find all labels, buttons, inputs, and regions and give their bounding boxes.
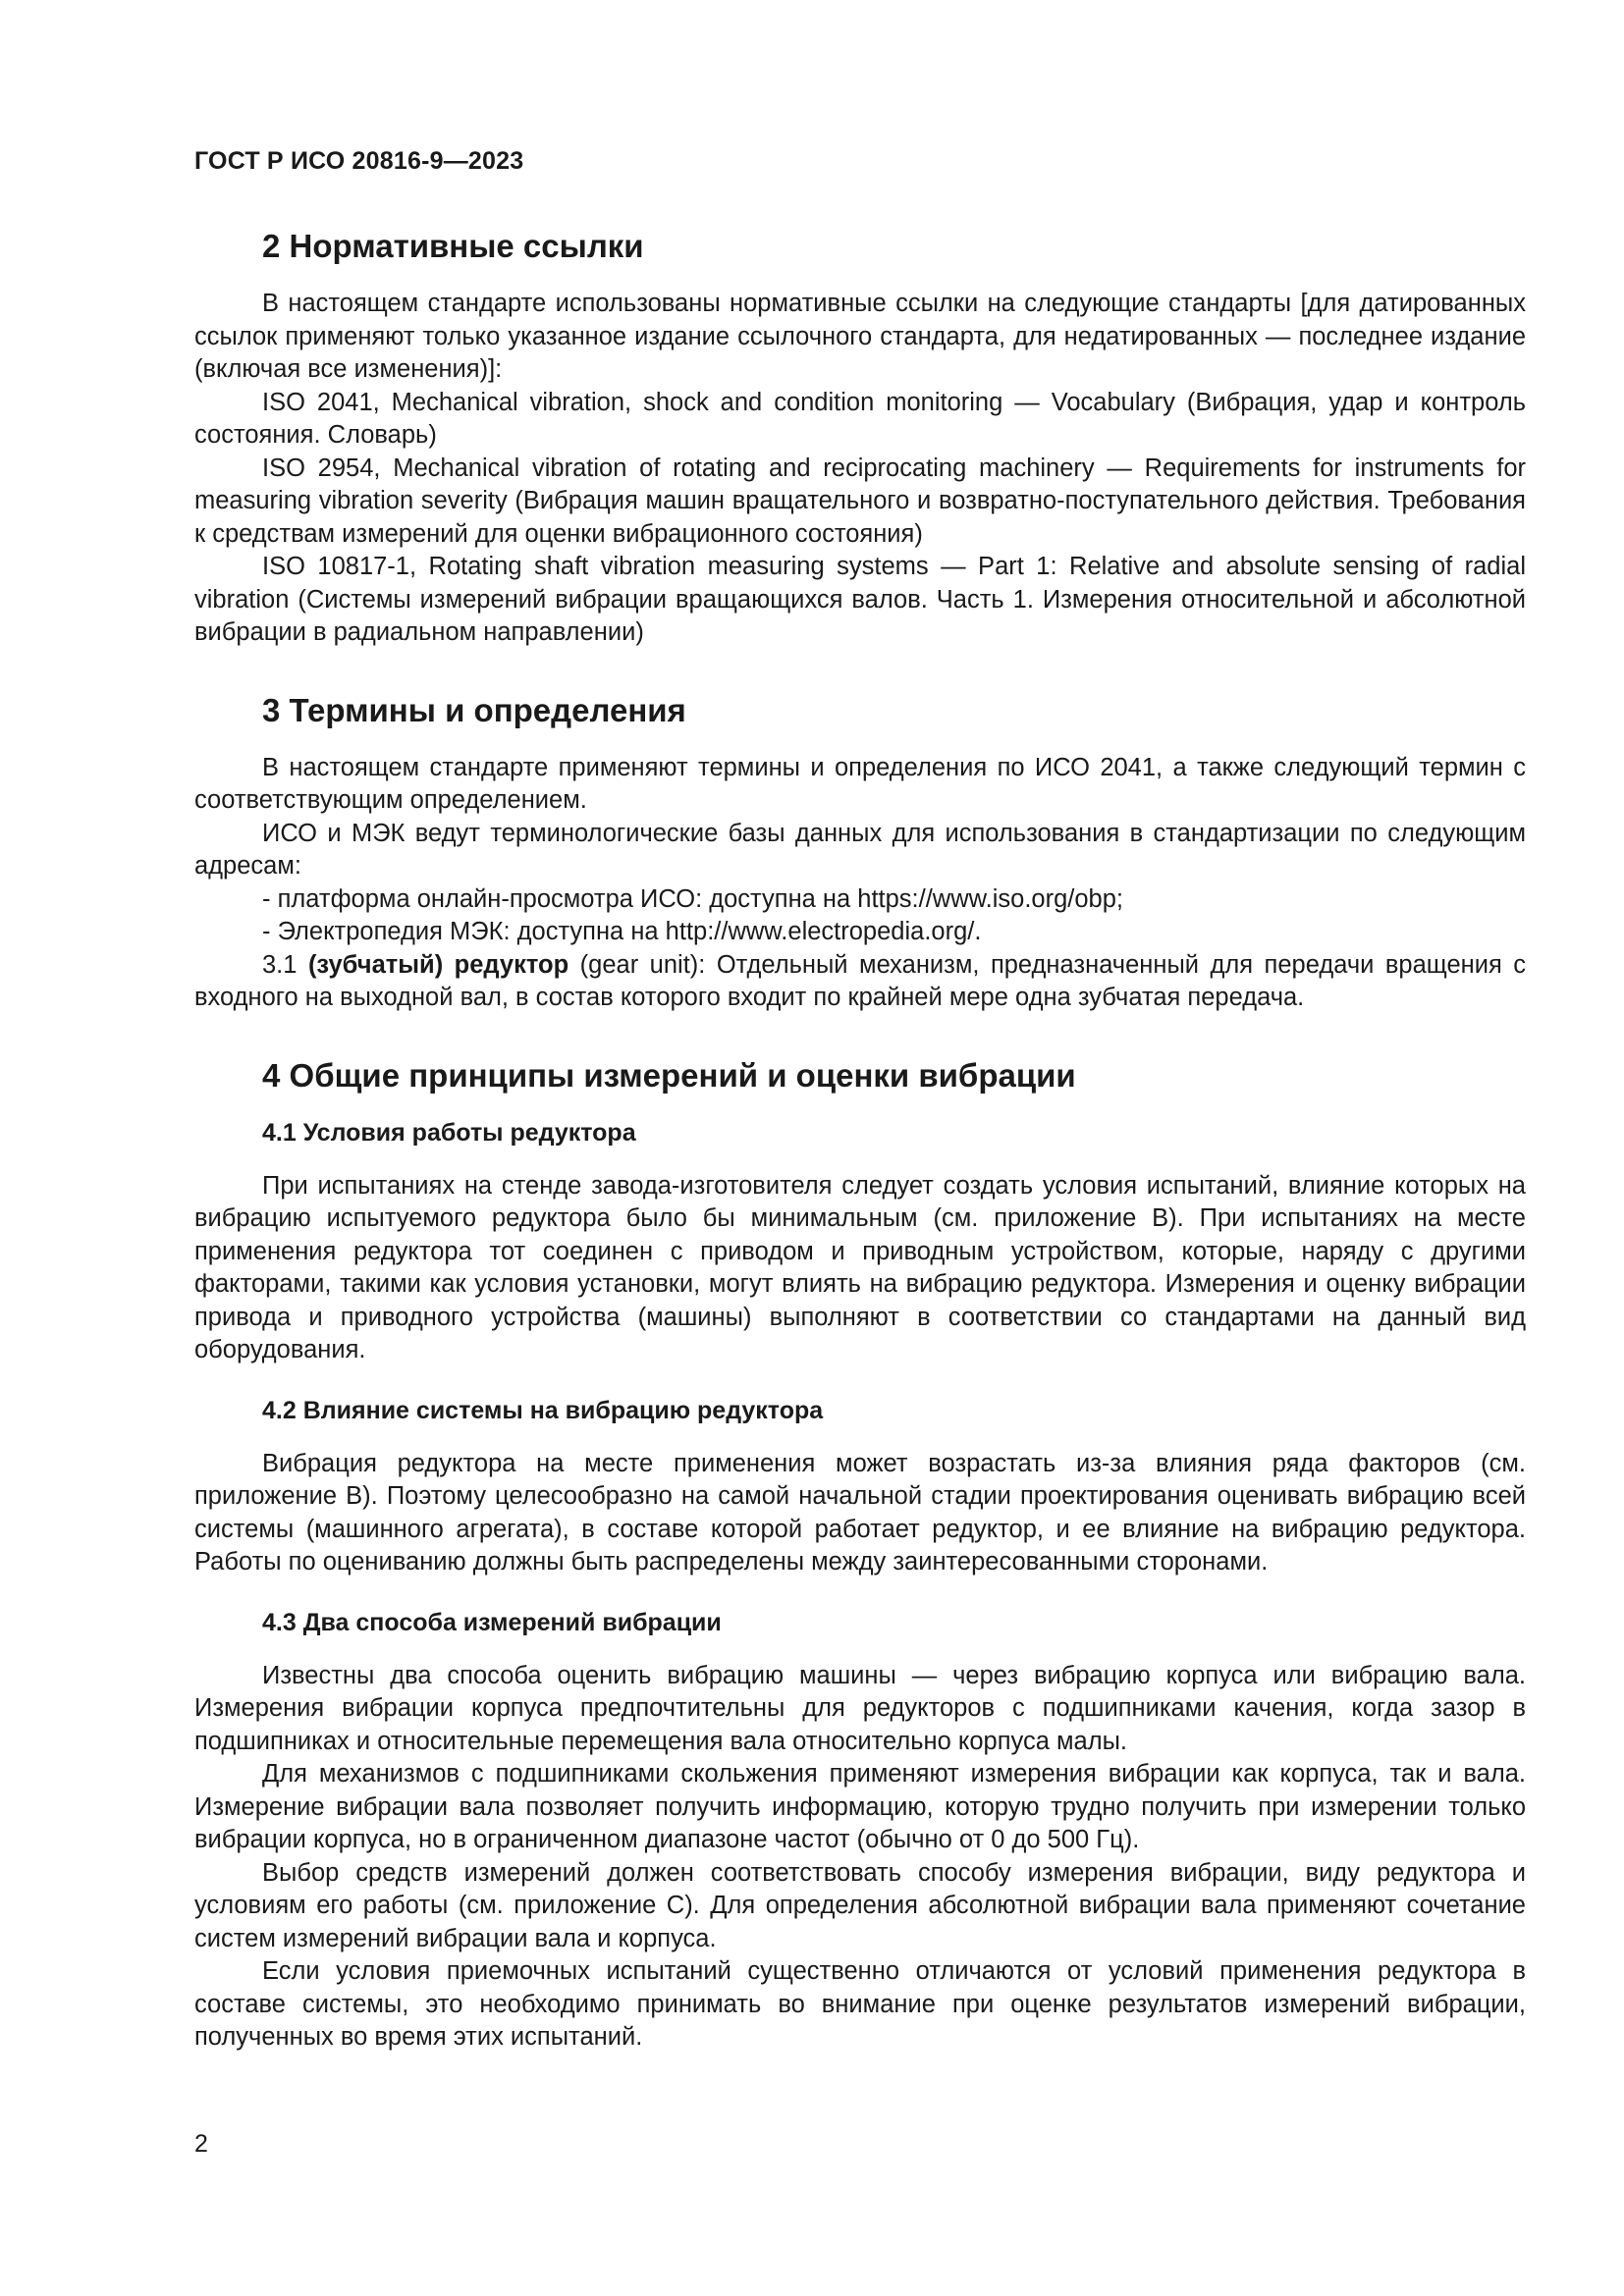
section-terms-definitions [194,691,1526,1015]
term-number: 3.1 [262,950,308,979]
reference-item: ISO 10817-1, Rotating shaft vibration measuring systems — Part 1: Relative and absolute sensing of radial vibration (Системы измерений вибрации вращающихся валов. Часть 1. Измерения относительной и абсолютной вибрации в радиальном направлении) [194,553,1526,646]
term-definition [194,949,1526,1015]
paragraph: При испытаниях на стенде завода-изготовителя следует создать условия испытаний, влияние которых на вибрацию испытуемого редуктора было бы минимальным (см. приложение В). При испытаниях на месте применения редуктора тот соединен с приводом и приводным устройством, которые, наряду с другими факторами, такими как условия установки, могут влиять на вибрацию редуктора. Измерения и оценку вибрации привода и приводного устройства (машины) выполняют в соответствии со стандартами на данный вид оборудования. [194,1171,1526,1363]
list-item: - платформа онлайн-просмотра ИСО: доступна на https://www.iso.org/obp; [262,884,1123,913]
paragraph: Для механизмов с подшипниками скольжения применяют измерения вибрации как корпуса, так и вала. Измерение вибрации вала позволяет получить информацию, которую трудно получить при измерении только вибрации корпуса, но в ограниченном диапазоне частот (обычно от 0 до 500 Гц). [194,1760,1526,1853]
section-normative-references [194,227,1526,650]
reference-item: ISO 2954, Mechanical vibration of rotating and reciprocating machinery — Requirements for instruments for measuring vibration severity (Вибрация машин вращательного и возвратно-поступательного действия. Требования к средствам измерений для оценки вибрационного состояния) [194,454,1526,548]
paragraph: В настоящем стандарте применяют термины и определения по ИСО 2041, а также следующий термин с соответствующим определением. [194,753,1526,814]
document-header: ГОСТ Р ИСО 20816-9—2023 [194,147,524,175]
paragraph: Если условия приемочных испытаний существенно отличаются от условий применения редуктора в составе системы, это необходимо принимать во внимание при оценке результатов измерений вибрации, полученных во время этих испытаний. [194,1957,1526,2051]
section-general-principles [194,1056,1526,2055]
paragraph: Вибрация редуктора на месте применения может возрастать из-за влияния ряда факторов (см. приложение В). Поэтому целесообразно на самой начальной стадии проектирования оценивать вибрацию всей системы (машинного агрегата), в составе которой работает редуктор, и ее влияние на вибрацию редуктора. Работы по оцениванию должны быть распределены между заинтересованными сторонами. [194,1449,1526,1575]
section-title: 4 Общие принципы измерений и оценки вибрации [262,1056,1076,1094]
section-title: 2 Нормативные ссылки [262,228,644,264]
section-title: 3 Термины и определения [262,691,686,728]
subsection-title: 4.3 Два способа измерений вибрации [262,1608,722,1636]
page-number: 2 [194,2130,208,2158]
subsection-4-3 [194,1607,1526,2055]
term-name: (зубчатый) редуктор [307,950,569,979]
subsection-4-1 [194,1117,1526,1367]
paragraph: В настоящем стандарте использованы нормативные ссылки на следующие стандарты [для датированных ссылок применяют только указанное издание ссылочного стандарта, для недатированных — последнее издание (включая все изменения)]: [194,290,1526,383]
subsection-4-2 [194,1395,1526,1579]
paragraph: Известны два способа оценить вибрацию машины — через вибрацию корпуса или вибрацию вала. Измерения вибрации корпуса предпочтительны для редукторов с подшипниками качения, когда зазор в подшипниках и относительные перемещения вала относительно корпуса малы. [194,1661,1526,1755]
paragraph: Выбор средств измерений должен соответствовать способу измерения вибрации, виду редуктора и условиям его работы (см. приложение С). Для определения абсолютной вибрации вала применяют сочетание систем измерений вибрации вала и корпуса. [194,1858,1526,1952]
list-item: - Электропедия МЭК: доступна на http://www.electropedia.org/. [262,918,982,945]
paragraph: ИСО и МЭК ведут терминологические базы данных для использования в стандартизации по следующим адресам: [194,819,1526,880]
document-page [194,147,1526,2055]
term-text: (gear unit): Отдельный механизм, предназначенный для передачи вращения с входного на выходной вал, в состав которого входит по крайней мере одна зубчатая передача. [194,950,1526,1011]
reference-item: ISO 2041, Mechanical vibration, shock and condition monitoring — Vocabulary (Вибрация, удар и контроль состояния. Словарь) [194,388,1526,449]
subsection-title: 4.1 Условия работы редуктора [262,1118,636,1147]
subsection-title: 4.2 Влияние системы на вибрацию редуктора [262,1396,824,1424]
